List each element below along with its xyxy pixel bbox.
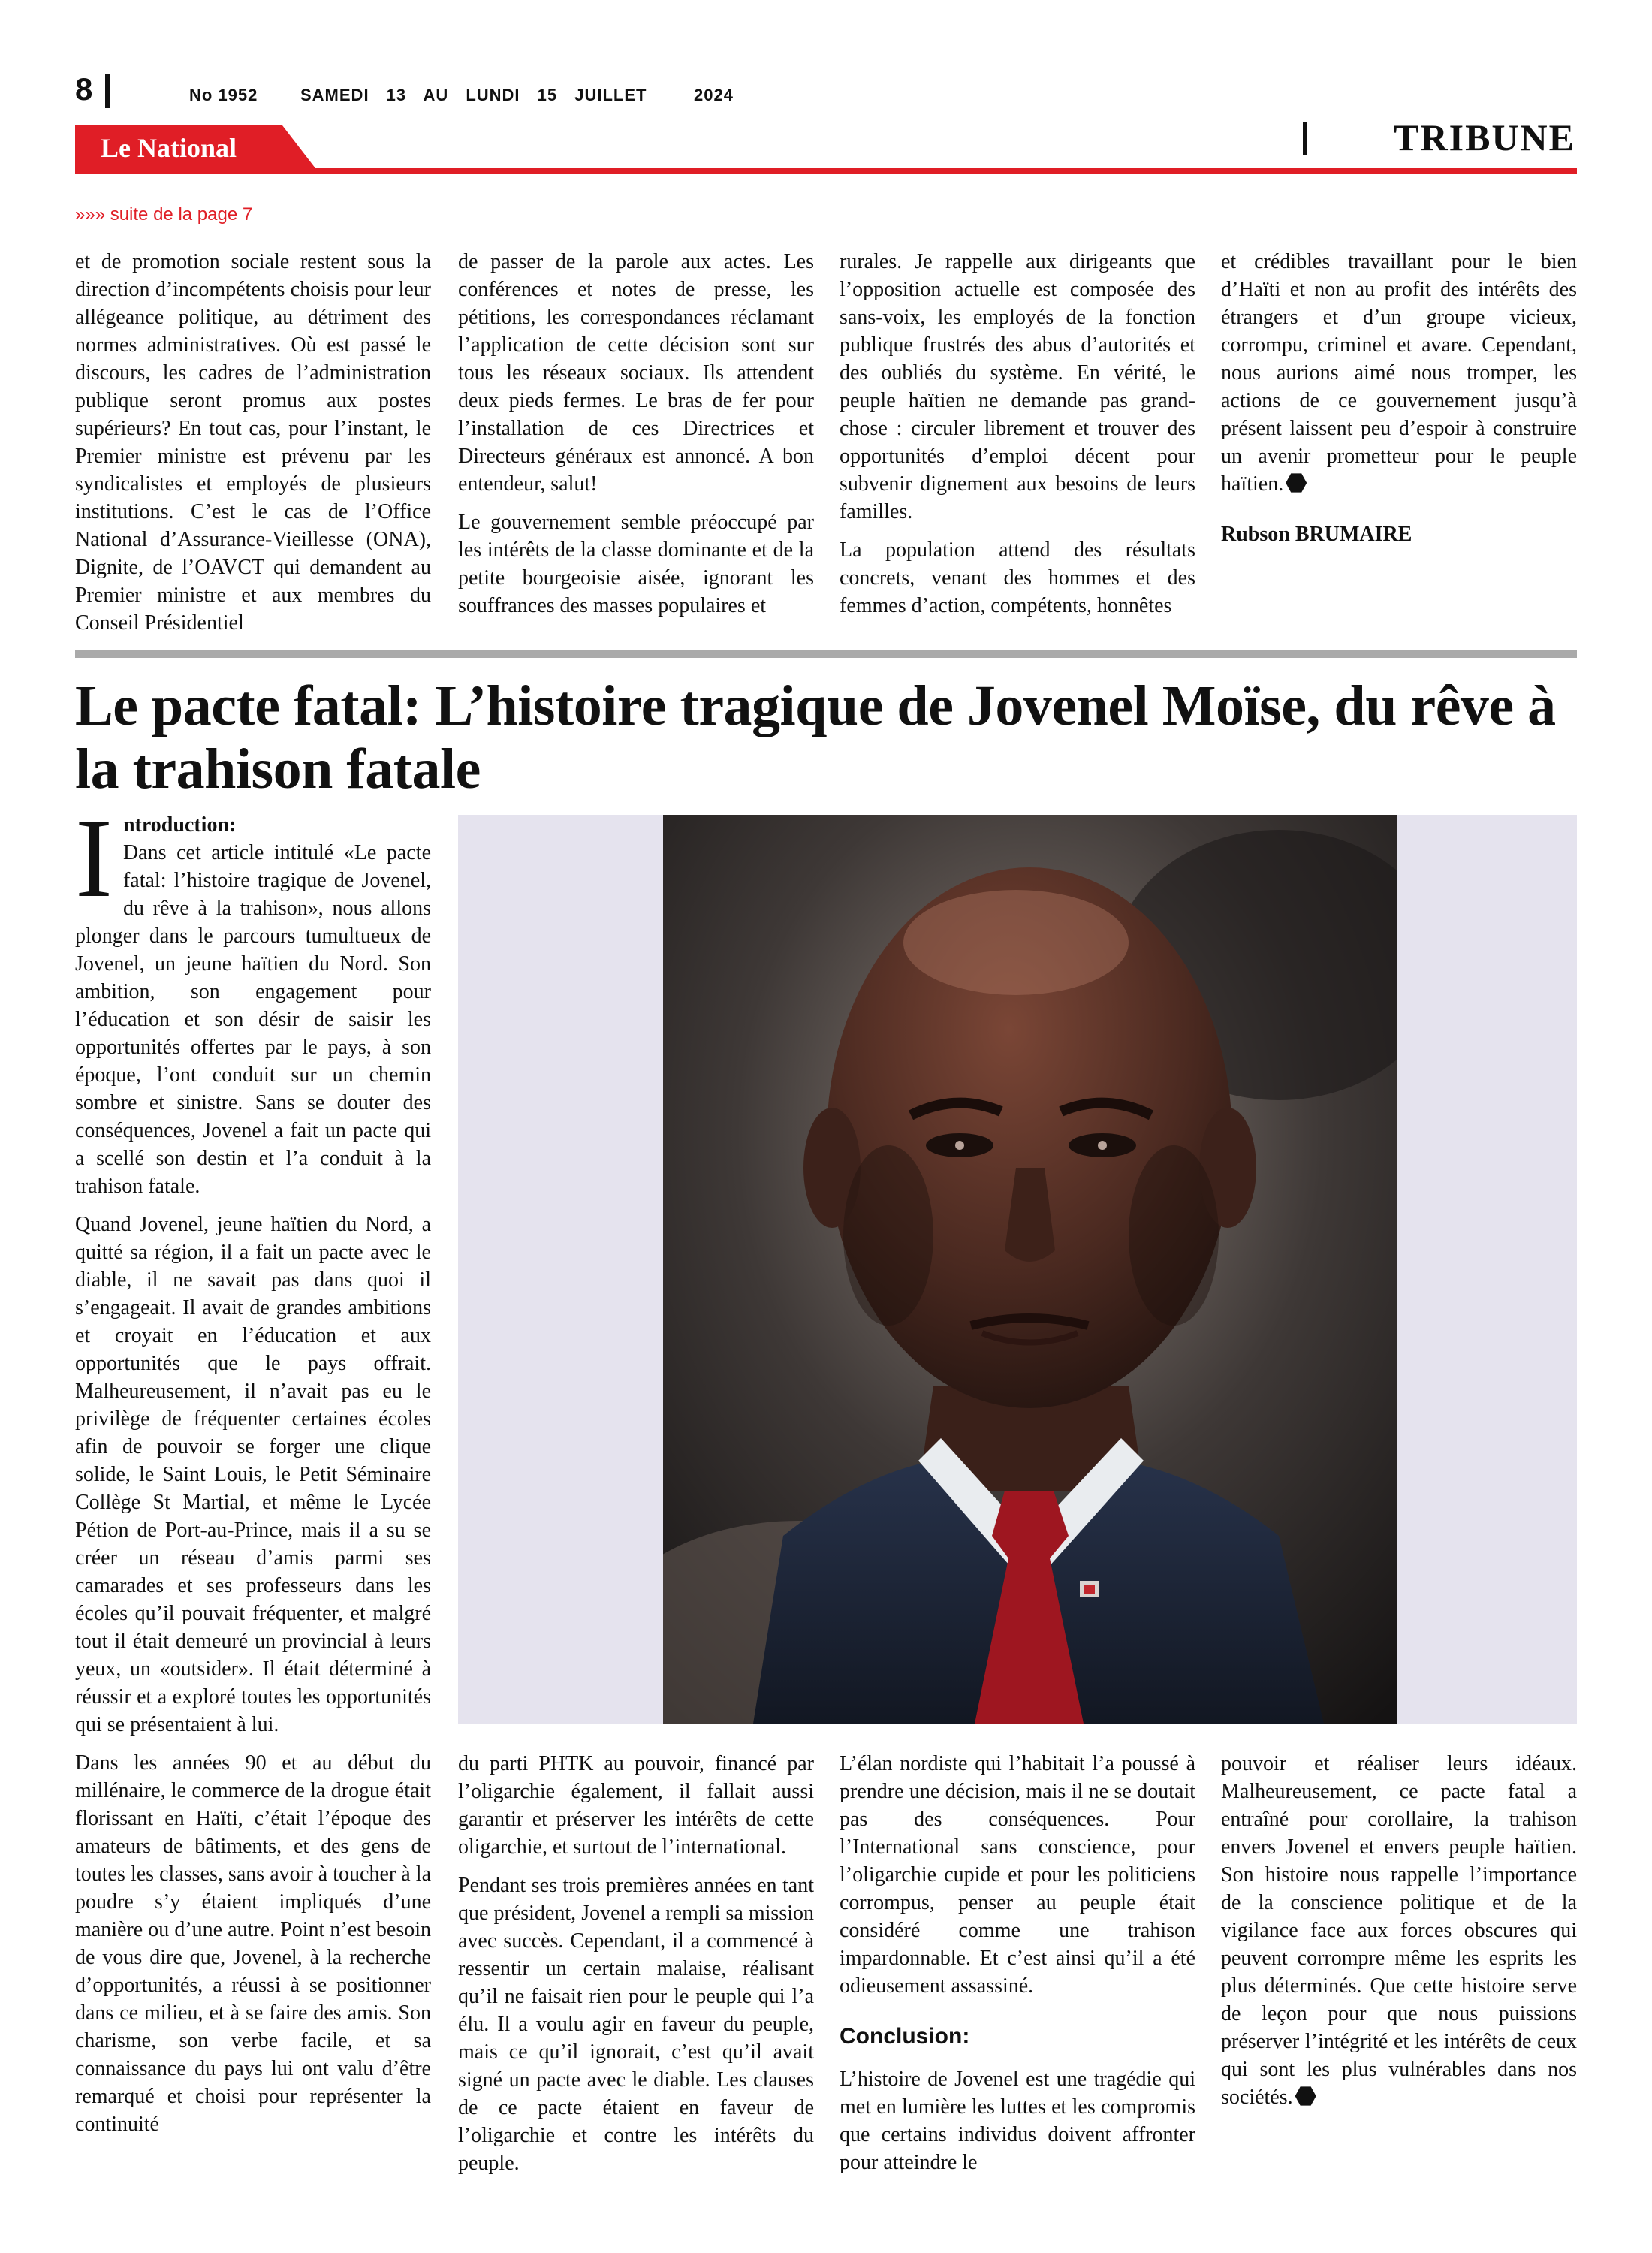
article-text: pouvoir et réaliser leurs idéaux. Malheureusement, ce pacte fatal a entraîné pour corollaire, la trahison envers Jovenel et envers peuple haïtien. Son histoire nous rappelle l’importance de la conscience politique et de la vigilance face aux forces obscures qui peuvent corrompre même les esprits les plus déterminés. Que cette histoire serve de leçon pour que nous puissions préserver l’intégrité et les intérêts de ceux qui sont les plus vulnérables dans nos sociétés. — [1221, 1752, 1577, 2109]
continued-from: »»» suite de la page 7 — [75, 204, 253, 225]
portrait-image — [663, 815, 1397, 1724]
issue-year: 2024 — [694, 86, 734, 104]
prev-article-paragraph: de passer de la parole aux actes. Les conférences et notes de presse, les pétitions, les correspondances réclamant l’application de cette décision sont sur tous les réseaux sociaux. Ils attendent deux pieds fermes. Le bras de fer pour l’installation de ces Directrices et Directeurs généraux est annoncé. A bon entendeur, salut! — [458, 250, 814, 496]
section-title: TRIBUNE — [1394, 116, 1575, 158]
article-column-3 — [840, 1750, 1195, 2187]
issue-date: SAMEDI 13 AU LUNDI 15 JUILLET — [300, 86, 647, 104]
article-paragraph: du parti PHTK au pouvoir, financé par l’oligarchie également, il fallait aussi garantir et préserver les intérêts de cette oligarchie, et surtout de l’international. — [458, 1752, 814, 1859]
article-separator — [75, 650, 1577, 658]
article-paragraph: Dans les années 90 et au début du millénaire, le commerce de la drogue était florissant en Haïti, c’était l’époque des amateurs de bâtiments, et des gens de toutes les classes, sans avoir à toucher à la poudre s’y étaient impliqués d’une manière ou d’une autre. Point n’est besoin de vous dire que, Jovenel, à la recherche d’opportunités, a réussi à se positionner dans ce milieu, et à se faire des amis. Son charisme, son verbe facile, et sa connaissance du pays lui ont valu d’être remarqué et choisi pour représenter la continuité — [75, 1751, 431, 2136]
article-headline: Le pacte fatal: L’histoire tragique de Jovenel Moïse, du rêve à la trahison fatale — [75, 674, 1556, 801]
prev-article-paragraph: La population attend des résultats concrets, venant des hommes et des femmes d’action, compétents, honnêtes — [840, 538, 1195, 617]
header-rule — [75, 168, 1577, 174]
prev-article-column-3 — [840, 248, 1195, 630]
prev-article-paragraph — [1221, 248, 1577, 498]
prev-article-column-2 — [458, 248, 814, 630]
brand-logo: Le National — [101, 133, 237, 163]
article-column-4 — [1221, 1750, 1577, 2122]
prev-article-paragraph: et de promotion sociale restent sous la direction d’incompétents choisis pour leur allégeance politique, au détriment des normes administratives. Où est passé le discours, les cadres de l’administration publique seront promus aux postes supérieurs? En tout cas, pour l’instant, le Premier ministre est prévenu par les syndicalistes et employés de plusieurs institutions. C’est le cas de l’Office National d’Assurance-Vieillesse (ONA), Dignite, de l’OAVCT qui demandent au Premier ministre et aux membres du Conseil Présidentiel — [75, 250, 431, 635]
end-mark-icon — [1295, 2086, 1316, 2107]
section-divider — [1303, 122, 1307, 155]
issue-number: No 1952 — [189, 86, 258, 104]
prev-article-text: et crédibles travaillant pour le bien d’Haïti et non au profit des intérêts des étrangers et d’un groupe vicieux, corrompu, criminel et avare. Cependant, nous aurions aimé nous tromper, les actions de ce gouvernement jusqu’à présent laissent peu d’espoir à construire un avenir prometteur pour le peuple haïtien. — [1221, 250, 1577, 496]
article-paragraph: Quand Jovenel, jeune haïtien du Nord, a quitté sa région, il a fait un pacte avec le diable, il ne savait pas dans quoi il s’engageait. Il avait de grandes ambitions et croyait en l’éducation et aux opportunités que le pays offrait. Malheureusement, il n’avait pas eu le privilège de fréquenter certaines écoles afin de pouvoir se forger une clique solide, le Saint Louis, le Petit Séminaire Collège St Martial, et même le Lycée Pétion de Port-au-Prince, mais il a su se créer un réseau d’amis parmi ses camarades et ses professeurs dans les écoles qu’il pouvait fréquenter, et malgré tout il était demeuré un provincial à leurs yeux, un «outsider». Il était déterminé à réussir et a exploré toutes les opportunités qui se présentaient à lui. — [75, 1213, 431, 1736]
drop-cap: I — [75, 796, 113, 921]
prev-article-paragraph: Le gouvernement semble préoccupé par les intérêts de la classe dominante et de la petite bourgeoisie aisée, ignorant les souffrances des masses populaires et — [458, 511, 814, 617]
end-mark-icon — [1286, 472, 1307, 493]
article-paragraph: Pendant ses trois premières années en tant que président, Jovenel a rempli sa mission avec succès. Cependant, il a commencé à ressentir un certain malaise, réalisant qu’il ne faisait rien pour le peuple qui l’a élu. Il a voulu agir en faveur du peuple, mais ce qu’il ignorait, c’est qu’il avait signé un pacte avec le diable. Les clauses de ce pacte étaient en faveur de l’oligarchie et contre les intérêts du peuple. — [458, 1874, 814, 2175]
intro-paragraph — [75, 796, 431, 1200]
article-paragraph: L’élan nordiste qui l’habitait l’a poussé à prendre une décision, mais il ne se doutait pas des conséquences. Pour l’International sans conscience, pour l’oligarchie cupide et pour les politiciens corrompus, penser au peuple était considéré comme une trahison impardonnable. Et c’est ainsi qu’il a été odieusement assassiné. — [840, 1752, 1195, 1998]
article-column-1 — [75, 796, 431, 2149]
prev-article-column-1 — [75, 248, 431, 647]
page-number-divider — [105, 74, 110, 108]
conclusion-heading: Conclusion: — [840, 2024, 970, 2049]
prev-article-column-4 — [1221, 248, 1577, 548]
prev-article-paragraph: rurales. Je rappelle aux dirigeants que l’opposition actuelle est composée des sans-voix, les employés de la fonction publique frustrés des abus d’autorités et des oubliés du système. En vérité, le peuple haïtien ne demande pas grand-chose : circuler librement et trouver des opportunités d’emploi décent pour subvenir dignement aux besoins de leurs familles. — [840, 250, 1195, 523]
article-paragraph — [1221, 1750, 1577, 2111]
author-byline: Rubson BRUMAIRE — [1221, 523, 1412, 546]
intro-text: Dans cet article intitulé «Le pacte fatal: l’histoire tragique de Jovenel, du rêve à la trahison», nous allons plonger dans le parcours tumultueux de Jovenel, un jeune haïtien du Nord. Son ambition, son engagement pour l’éducation et son désir de saisir les opportunités offertes par le pays, à son époque, l’ont conduit sur un chemin sombre et sinistre. Sans se douter des conséquences, Jovenel a fait un pacte qui a scellé son destin et l’a conduit à la trahison fatale. — [75, 841, 431, 1198]
article-paragraph: L’histoire de Jovenel est une tragédie qui met en lumière les luttes et les compromis que certains individus doivent affronter pour atteindre le — [840, 2068, 1195, 2174]
article-column-2 — [458, 1750, 814, 2188]
intro-heading: ntroduction: — [122, 813, 237, 837]
page-number: 8 — [75, 71, 93, 107]
